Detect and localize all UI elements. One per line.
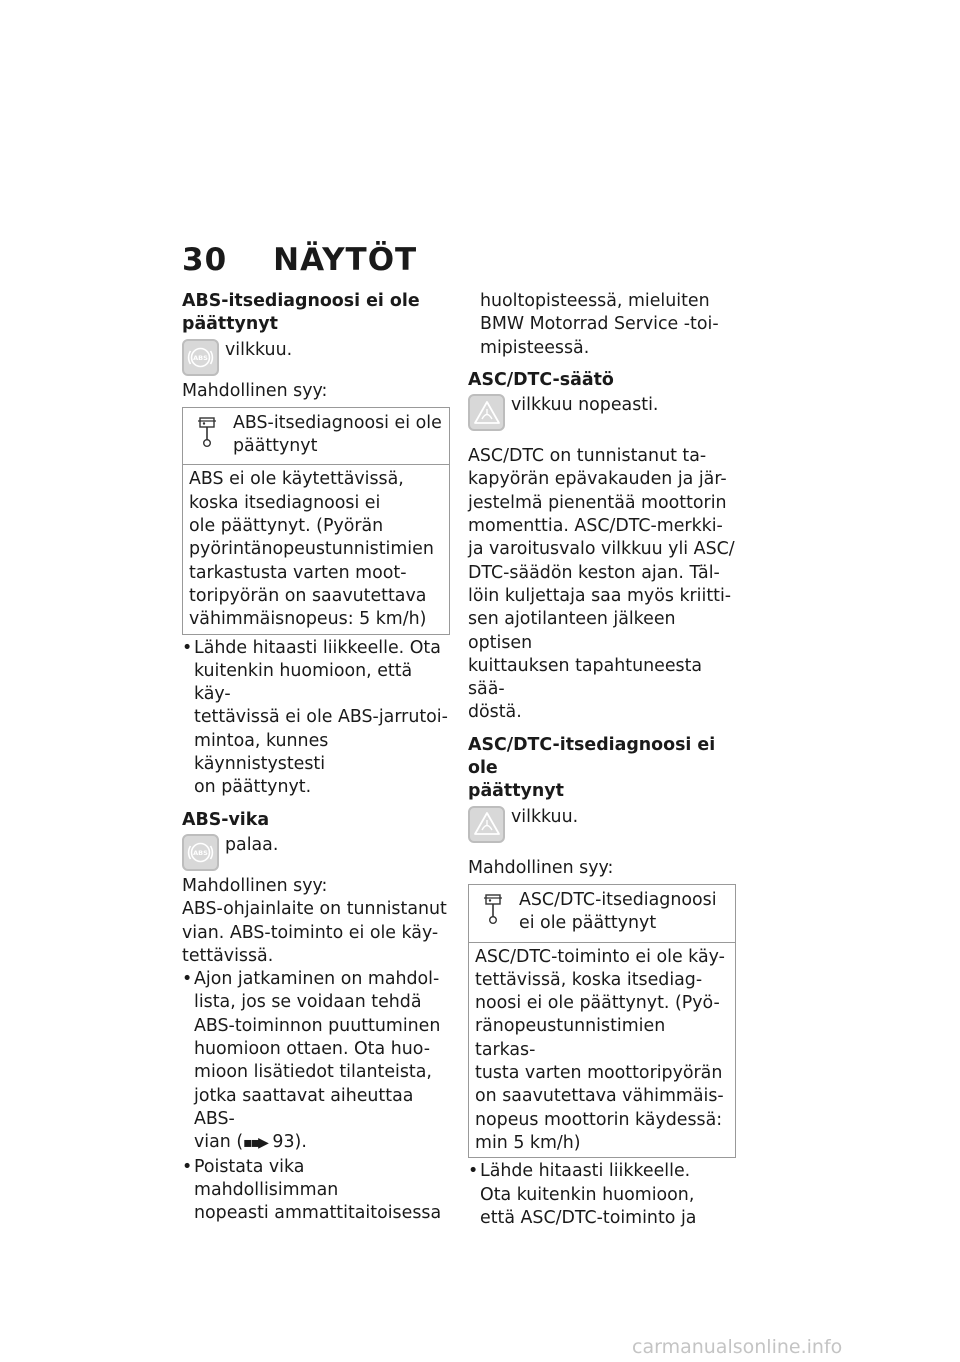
text-line: jotka saattavat aiheuttaa ABS- (194, 1085, 414, 1129)
bullet-dot: • (182, 637, 193, 658)
box-body (469, 943, 735, 1158)
diagnosis-piston-icon (189, 412, 225, 459)
text-line: että ASC/DTC-toiminto ja (480, 1207, 697, 1228)
text-line: lista, jos se voidaan tehdä (194, 992, 422, 1013)
text-line: mioon lisätiedot tilanteista, (194, 1062, 432, 1083)
text-line: löin kuljettaja saa myös kriitti- (468, 585, 732, 606)
box-line: tettävissä, koska itsediag- (475, 969, 703, 990)
box-line: ole päättynyt. (Pyörän (189, 516, 384, 537)
section-heading-abs-selfdiag (182, 290, 450, 337)
box-body (183, 465, 449, 633)
box-header-text (225, 412, 442, 459)
cause-label: Mahdollinen syy: (182, 380, 328, 401)
text-line: vian. ABS-toiminto ei ole käy- (182, 922, 439, 943)
text-line: kuittauksen tapahtuneesta sää- (468, 655, 703, 700)
text-line: Poistata vika mahdollisimman (194, 1156, 339, 1200)
lamp-state-text: vilkkuu. (225, 339, 293, 360)
box-line: vähimmäisnopeus: 5 km/h) (189, 609, 427, 630)
bullet-text (194, 1156, 450, 1226)
lamp-state-text: vilkkuu. (511, 806, 579, 827)
page-title: NÄYTÖT (273, 242, 418, 278)
box-header (183, 408, 449, 466)
text-line: nopeasti ammattitaitoisessa (194, 1203, 442, 1224)
bullet-text (194, 637, 450, 800)
box-header-line: päättynyt (233, 436, 318, 457)
box-header-line: ABS-itsediagnoosi ei ole (233, 412, 442, 433)
text-line: ABS-ohjainlaite on tunnistanut (182, 899, 447, 920)
text-line: momenttia. ASC/DTC-merkki- (468, 516, 723, 537)
text-line: tettävissä. (182, 945, 274, 966)
asc-dtc-triangle-lamp-icon (468, 394, 505, 431)
bullet-item (182, 1156, 450, 1226)
asc-dtc-triangle-lamp-icon (468, 806, 505, 843)
paragraph (468, 445, 736, 725)
abs-warning-lamp-icon (182, 834, 219, 871)
paragraph (182, 898, 450, 968)
text-line: on päättynyt. (194, 777, 312, 798)
heading-line: päättynyt (468, 781, 564, 802)
text-line: jestelmä pienentää moottorin (468, 492, 727, 513)
svg-text:ABS: ABS (193, 353, 208, 362)
bullet-item (182, 637, 450, 800)
box-header-text (511, 889, 717, 936)
text-line: ASC/DTC on tunnistanut ta- (468, 446, 707, 467)
box-line: noosi ei ole päättynyt. (Pyö- (475, 993, 720, 1014)
text-line: mintoa, kunnes käynnistystesti (194, 730, 329, 775)
abs-warning-lamp-icon (182, 339, 219, 376)
bullet-dot: • (468, 1161, 479, 1182)
box-line: koska itsediagnoosi ei (189, 492, 381, 513)
text-line: kapyörän epävakauden ja jär- (468, 469, 727, 490)
text-line: Ajon jatkaminen on mahdol- (194, 969, 440, 990)
heading-line: päättynyt (182, 314, 278, 335)
box-line: ABS ei ole käytettävissä, (189, 469, 404, 490)
box-header (469, 885, 735, 943)
box-header-line: ASC/DTC-itsediagnoosi (519, 889, 717, 910)
text-line: Ota kuitenkin huomioon, (480, 1184, 695, 1205)
text-line: huomioon ottaen. Ota huo- (194, 1039, 430, 1060)
lamp-row (182, 834, 450, 871)
box-line: ränopeustunnistimien tarkas- (475, 1016, 666, 1060)
bullet-text (480, 1160, 696, 1230)
text-line: DTC-säädön keston ajan. Täl- (468, 562, 720, 583)
bullet-dot: • (182, 1156, 193, 1177)
text-line: mipisteessä. (480, 337, 590, 358)
diagnosis-box (182, 407, 450, 635)
right-column (468, 290, 736, 1230)
box-line: tarkastusta varten moot- (189, 562, 407, 583)
bullet-dot: • (182, 969, 193, 990)
section-heading-asc-dtc-control: ASC/DTC-säätö (468, 369, 614, 390)
left-column (182, 290, 450, 1225)
svg-text:ABS: ABS (193, 848, 208, 857)
text-line: tettävissä ei ole ABS-jarrutoi- (194, 707, 448, 728)
diagnosis-piston-icon (475, 889, 511, 936)
continued-bullet-text (468, 290, 736, 360)
text-line (194, 1131, 450, 1155)
bullet-item (182, 968, 450, 1155)
cause-label: Mahdollinen syy: (468, 857, 614, 878)
text-line: sen ajotilanteen jälkeen optisen (468, 609, 676, 653)
box-line: nopeus moottorin käydessä: (475, 1109, 723, 1130)
lamp-row (468, 394, 736, 431)
page-number: 30 (182, 242, 228, 278)
box-line: min 5 km/h) (475, 1132, 581, 1153)
text-line: döstä. (468, 702, 522, 723)
box-header-line: ei ole päättynyt (519, 913, 657, 934)
lamp-state-text: palaa. (225, 834, 279, 855)
text-line: huoltopisteessä, mieluiten (480, 291, 710, 311)
section-heading-abs-fault: ABS-vika (182, 809, 270, 830)
bullet-item (468, 1160, 736, 1230)
text-line: Lähde hitaasti liikkeelle. Ota (194, 637, 441, 658)
page-header (182, 242, 417, 278)
box-line: toripyörän on saavutettava (189, 585, 427, 606)
heading-line: ASC/DTC-itsediagnoosi ei ole (468, 734, 716, 779)
box-line: pyörintänopeustunnistimien (189, 539, 434, 560)
text-line: ABS-toiminnon puuttuminen (194, 1015, 441, 1036)
heading-line: ABS-itsediagnoosi ei ole (182, 291, 420, 311)
box-line: tusta varten moottoripyörän (475, 1063, 723, 1084)
section-heading-asc-dtc-selfdiag (468, 734, 736, 804)
lamp-row (182, 339, 450, 376)
lamp-state-text: vilkkuu nopeasti. (511, 395, 659, 416)
box-line: on saavutettava vähimmäis- (475, 1086, 724, 1107)
text-line: kuitenkin huomioon, että käy- (194, 660, 413, 705)
lamp-row (468, 806, 736, 843)
cause-label: Mahdollinen syy: (182, 875, 328, 896)
watermark: carmanualsonline.info (632, 1336, 843, 1358)
page-reference: 93). (272, 1132, 307, 1153)
text-line: Lähde hitaasti liikkeelle. (480, 1161, 691, 1182)
page-reference-arrow-icon: ▪▪▶ (243, 1135, 267, 1152)
diagnosis-box (468, 884, 736, 1158)
text-line: ja varoitusvalo vilkkuu yli ASC/ (468, 539, 735, 560)
bullet-text (194, 968, 450, 1155)
text-fragment: vian ( (194, 1132, 244, 1153)
text-line: BMW Motorrad Service -toi- (480, 314, 719, 335)
box-line: ASC/DTC-toiminto ei ole käy- (475, 946, 725, 967)
